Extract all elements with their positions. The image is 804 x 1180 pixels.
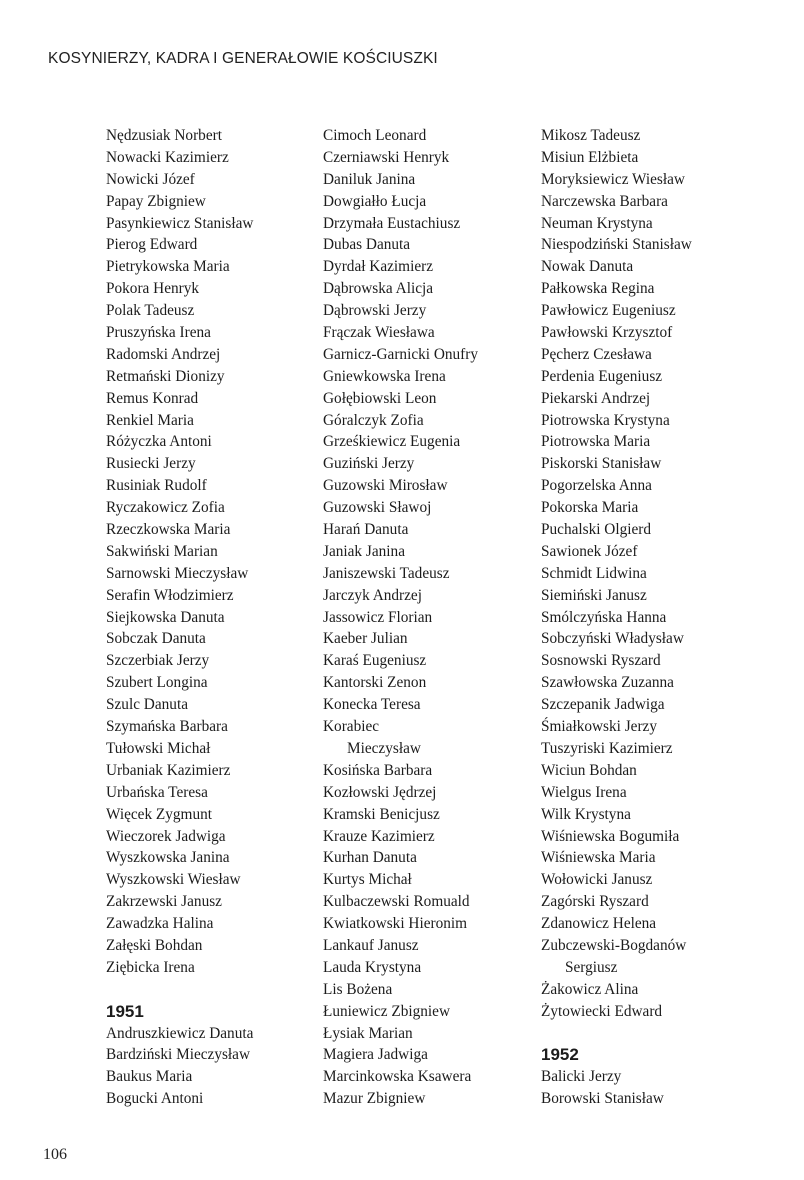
name-entry: Kozłowski Jędrzej [323, 783, 437, 801]
name-entry: Wiciun Bohdan [541, 761, 637, 779]
name-entry: Wołowicki Janusz [541, 871, 653, 889]
name-entry: Bogucki Antoni [106, 1090, 204, 1108]
name-entry: Smólczyńska Hanna [541, 608, 667, 626]
name-entry: Garnicz-Garnicki Onufry [323, 345, 479, 363]
name-entry: Andruszkiewicz Danuta [106, 1024, 254, 1042]
name-entry: Więcek Zygmunt [106, 805, 213, 823]
name-entry: Serafin Włodzimierz [106, 586, 234, 604]
name-entry: Szubert Longina [106, 674, 208, 692]
running-header: KOSYNIERZY, KADRA I GENERAŁOWIE KOŚCIUSZKI [48, 50, 438, 67]
name-entry: Siejkowska Danuta [106, 608, 225, 626]
name-entry: Gołębiowski Leon [323, 389, 437, 407]
name-entry: Wielgus Irena [541, 783, 627, 801]
name-entry: Sarnowski Mieczysław [106, 564, 249, 582]
name-entry: Radomski Andrzej [106, 345, 221, 363]
name-entry: Drzymała Eustachiusz [323, 214, 461, 232]
name-entry: Pierog Edward [106, 236, 198, 254]
name-entry: Dyrdał Kazimierz [323, 258, 433, 276]
name-entry: Żakowicz Alina [541, 980, 639, 998]
name-entry: Nędzusiak Norbert [106, 127, 222, 144]
name-entry: Pietrykowska Maria [106, 258, 230, 276]
name-entry: Kramski Benicjusz [323, 805, 440, 823]
name-entry: Nowak Danuta [541, 258, 634, 276]
name-column-3 [541, 125, 692, 1110]
name-entry: Lankauf Janusz [323, 936, 419, 954]
name-entry: Polak Tadeusz [106, 302, 195, 320]
name-entry: Frączak Wiesława [323, 324, 435, 342]
name-entry: Gniewkowska Irena [323, 367, 446, 385]
name-entry: Mieczysław [347, 739, 421, 757]
name-entry: Śmiałkowski Jerzy [541, 718, 657, 736]
name-entry: Zakrzewski Janusz [106, 893, 222, 911]
name-entry: Nowicki Józef [106, 170, 195, 188]
name-entry: Marcinkowska Ksawera [323, 1068, 472, 1086]
name-entry: Krauze Kazimierz [323, 827, 435, 845]
name-entry: Mikosz Tadeusz [541, 127, 641, 144]
name-entry: Sakwiński Marian [106, 542, 218, 560]
name-column-1 [106, 125, 253, 1110]
name-entry: Łysiak Marian [323, 1024, 413, 1042]
name-entry: Wyszkowska Janina [106, 849, 230, 867]
name-entry: Papay Zbigniew [106, 192, 206, 210]
name-entry: Siemiński Janusz [541, 586, 647, 604]
name-entry: Remus Konrad [106, 389, 199, 407]
name-entry: Cimoch Leonard [323, 127, 427, 144]
name-entry: Daniluk Janina [323, 170, 416, 188]
name-entry: Zagórski Ryszard [541, 893, 649, 911]
name-entry: Guzowski Mirosław [323, 477, 448, 495]
name-entry: Kurtys Michał [323, 871, 412, 889]
year-heading: 1951 [106, 1001, 144, 1021]
name-entry: Łuniewicz Zbigniew [323, 1002, 451, 1020]
name-entry: Perdenia Eugeniusz [541, 367, 663, 385]
name-entry: Dąbrowska Alicja [323, 280, 434, 298]
name-entry: Lauda Krystyna [323, 958, 422, 976]
name-entry: Rusiecki Jerzy [106, 455, 196, 473]
name-entry: Wilk Krystyna [541, 805, 631, 823]
name-entry: Kantorski Zenon [323, 674, 427, 692]
name-column-2 [323, 125, 478, 1110]
name-entry: Kaeber Julian [323, 630, 408, 648]
name-entry: Guziński Jerzy [323, 455, 415, 473]
name-entry: Magiera Jadwiga [323, 1046, 428, 1064]
name-entry: Różyczka Antoni [106, 433, 212, 451]
name-entry: Wyszkowski Wiesław [106, 871, 241, 889]
name-entry: Szulc Danuta [106, 696, 188, 714]
name-entry: Wieczorek Jadwiga [106, 827, 226, 845]
name-entry: Sawionek Józef [541, 542, 638, 560]
page-number: 106 [43, 1146, 67, 1163]
name-entry: Zubczewski-Bogdanów [541, 936, 687, 954]
name-entry: Pawłowicz Eugeniusz [541, 302, 676, 320]
name-entry: Kosińska Barbara [323, 761, 433, 779]
name-entry: Kurhan Danuta [323, 849, 417, 867]
name-entry: Sosnowski Ryszard [541, 652, 661, 670]
name-entry: Moryksiewicz Wiesław [541, 170, 685, 188]
name-entry: Piotrowska Krystyna [541, 411, 670, 429]
name-entry: Czerniawski Henryk [323, 148, 450, 166]
name-entry: Zawadzka Halina [106, 915, 214, 933]
name-entry: Szczerbiak Jerzy [106, 652, 210, 670]
name-entry: Narczewska Barbara [541, 192, 668, 210]
name-entry: Jarczyk Andrzej [323, 586, 422, 604]
name-entry: Pałkowska Regina [541, 280, 655, 298]
name-entry: Rusiniak Rudolf [106, 477, 207, 495]
name-entry: Mazur Zbigniew [323, 1090, 426, 1108]
name-entry: Puchalski Olgierd [541, 521, 652, 539]
name-entry: Tuszyriski Kazimierz [541, 739, 673, 757]
name-entry: Dowgiałło Łucja [323, 192, 427, 210]
name-entry: Piekarski Andrzej [541, 389, 651, 407]
name-entry: Korabiec [323, 718, 380, 736]
name-entry: Sobczak Danuta [106, 630, 206, 648]
name-entry: Ziębicka Irena [106, 958, 195, 976]
name-entry: Borowski Stanisław [541, 1090, 664, 1108]
name-entry: Janiak Janina [323, 542, 405, 560]
name-entry: Konecka Teresa [323, 696, 421, 714]
name-entry: Karaś Eugeniusz [323, 652, 427, 670]
name-entry: Tułowski Michał [106, 739, 211, 757]
name-entry: Kulbaczewski Romuald [323, 893, 470, 911]
name-entry: Dąbrowski Jerzy [323, 302, 427, 320]
name-entry: Żytowiecki Edward [541, 1002, 663, 1020]
name-entry: Schmidt Lidwina [541, 564, 647, 582]
name-entry: Pęcherz Czesława [541, 345, 652, 363]
name-entry: Balicki Jerzy [541, 1068, 622, 1086]
name-entry: Niespodziński Stanisław [541, 236, 692, 254]
name-entry: Sergiusz [565, 958, 618, 976]
name-entry: Piskorski Stanisław [541, 455, 662, 473]
name-entry: Baukus Maria [106, 1068, 193, 1086]
name-entry: Ryczakowicz Zofia [106, 499, 225, 517]
name-entry: Guzowski Sławoj [323, 499, 432, 517]
name-entry: Harań Danuta [323, 521, 409, 539]
name-entry: Szczepanik Jadwiga [541, 696, 665, 714]
name-entry: Urbaniak Kazimierz [106, 761, 231, 779]
name-entry: Kwiatkowski Hieronim [323, 915, 468, 933]
name-entry: Pogorzelska Anna [541, 477, 652, 495]
name-entry: Pruszyńska Irena [106, 324, 211, 342]
name-entry: Jassowicz Florian [323, 608, 433, 626]
name-entry: Góralczyk Zofia [323, 411, 424, 429]
name-entry: Renkiel Maria [106, 411, 194, 429]
name-entry: Wiśniewska Bogumiła [541, 827, 680, 845]
name-entry: Lis Bożena [323, 980, 393, 998]
name-entry: Zdanowicz Helena [541, 915, 657, 933]
name-entry: Sobczyński Władysław [541, 630, 684, 648]
year-heading: 1952 [541, 1045, 579, 1065]
name-entry: Pasynkiewicz Stanisław [106, 214, 254, 232]
name-entry: Pokorska Maria [541, 499, 639, 517]
name-entry: Dubas Danuta [323, 236, 411, 254]
name-entry: Rzeczkowska Maria [106, 521, 231, 539]
name-entry: Misiun Elżbieta [541, 148, 639, 166]
name-entry: Bardziński Mieczysław [106, 1046, 251, 1064]
name-entry: Grześkiewicz Eugenia [323, 433, 461, 451]
name-entry: Piotrowska Maria [541, 433, 651, 451]
name-entry: Pokora Henryk [106, 280, 200, 298]
name-entry: Wiśniewska Maria [541, 849, 656, 867]
name-entry: Retmański Dionizy [106, 367, 225, 385]
name-entry: Janiszewski Tadeusz [323, 564, 450, 582]
name-entry: Załęski Bohdan [106, 936, 203, 954]
name-entry: Nowacki Kazimierz [106, 148, 229, 166]
name-entry: Szymańska Barbara [106, 718, 228, 736]
name-entry: Urbańska Teresa [106, 783, 208, 801]
name-entry: Pawłowski Krzysztof [541, 324, 673, 342]
name-entry: Neuman Krystyna [541, 214, 653, 232]
name-entry: Szawłowska Zuzanna [541, 674, 674, 692]
